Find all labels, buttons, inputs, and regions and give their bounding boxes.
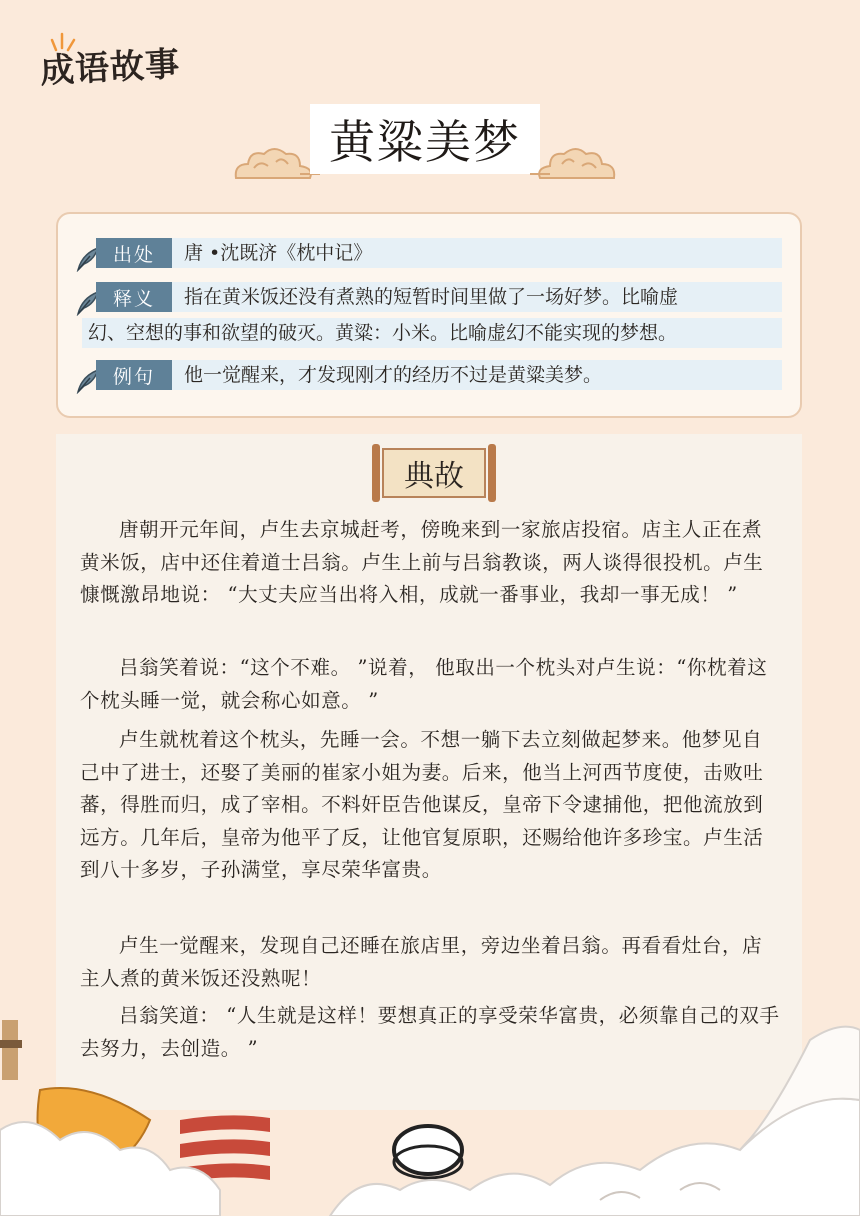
cloud-decoration-icon — [0, 1000, 860, 1216]
story-paragraph: 卢生就枕着这个枕头，先睡一会。不想一躺下去立刻做起梦来。他梦见自己中了进士，还娶了美丽的崔家小姐为妻。后来，他当上河西节度使，击败吐蕃，得胜而归，成了宰相。不料奸臣告他谋反，皇帝下令逮捕他，把他流放到远方。几年后，皇帝为他平了反，让他官复原职，还赐给他许多珍宝。卢生活到八十多岁，子孙满堂，享尽荣华富贵。 — [80, 728, 764, 881]
meaning-text-line2: 幻、空想的事和欲望的破灭。黄粱：小米。比喻虚幻不能实现的梦想。 — [88, 322, 678, 344]
meaning-tag: 释义 — [96, 282, 172, 312]
example-tag: 例句 — [96, 360, 172, 390]
title-banner — [230, 104, 620, 194]
cloud-ornament-icon — [530, 138, 620, 188]
cloud-ornament-icon — [230, 138, 320, 188]
example-text: 他一觉醒来，才发现刚才的经历不过是黄粱美梦。 — [184, 364, 603, 386]
story-heading: 典故 — [382, 448, 486, 498]
story-paragraph: 卢生一觉醒来，发现自己还睡在旅店里，旁边坐着吕翁。再看看灶台，店主人煮的黄米饭还没熟呢！ — [80, 934, 763, 990]
logo: 成语故事 — [39, 44, 182, 92]
story-paragraph: 吕翁笑道： “人生就是这样！要想真正的享受荣华富贵，必须靠自己的双手去努力，去创造。 ” — [80, 1004, 780, 1060]
meaning-text-line1: 指在黄米饭还没有煮熟的短暂时间里做了一场好梦。比喻虚 — [184, 286, 679, 308]
story-paragraph: 吕翁笑着说：“这个不难。 ”说着， 他取出一个枕头对卢生说：“你枕着这个枕头睡一觉，就会称心如意。 ” — [80, 656, 768, 712]
source-text: 唐 •沈既济《枕中记》 — [184, 242, 373, 264]
source-tag: 出处 — [96, 238, 172, 268]
story-heading-scroll — [372, 444, 496, 502]
page-title: 黄粱美梦 — [310, 104, 540, 174]
idiom-info-card — [56, 212, 802, 418]
story-paragraph: 唐朝开元年间，卢生去京城赶考，傍晚来到一家旅店投宿。店主人正在煮黄米饭，店中还住着道士吕翁。卢生上前与吕翁教谈，两人谈得很投机。卢生慷慨激昂地说： “大丈夫应当出将入相，成就一番事业，我却一事无成！ ” — [80, 518, 764, 606]
